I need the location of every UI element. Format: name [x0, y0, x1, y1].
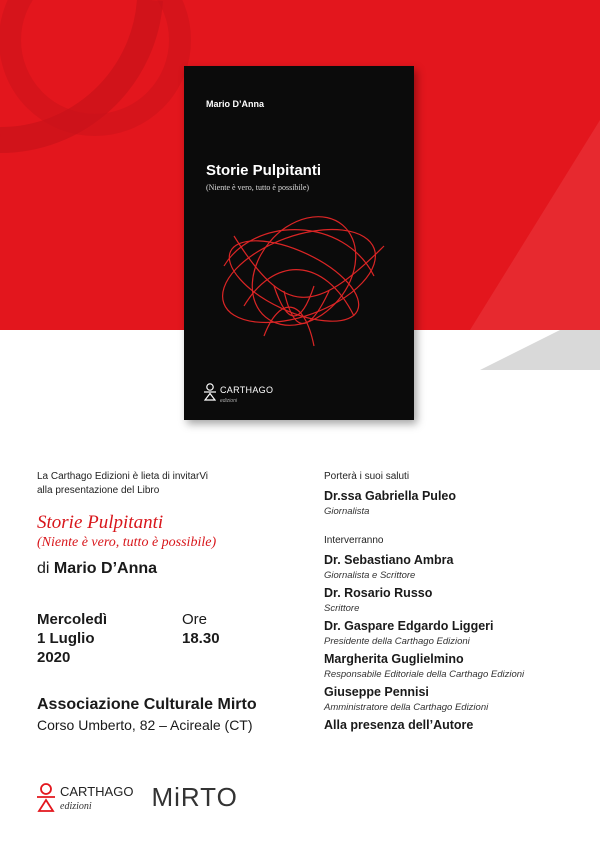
book-publisher-logo	[204, 380, 273, 404]
carthago-symbol-icon	[204, 383, 216, 401]
date-day: 1 Luglio	[37, 630, 95, 647]
invite-text	[37, 470, 297, 498]
by-name: Mario D’Anna	[53, 560, 158, 577]
venue-address: Corso Umberto, 82 – Acireale (CT)	[37, 717, 253, 733]
invite-line-1: La Carthago Edizioni è lieta di invitarVi	[37, 471, 209, 482]
carthago-logo	[37, 783, 133, 813]
book-author: Mario D’Anna	[206, 99, 265, 109]
greetings-name: Dr.ssa Gabriella Puleo	[324, 489, 457, 503]
event-details	[37, 470, 297, 733]
speaker-name: Dr. Sebastiano Ambra	[324, 553, 454, 567]
event-time	[182, 610, 220, 648]
event-author	[37, 560, 297, 578]
speakers-list	[324, 552, 584, 734]
author-presence: Alla presenza dell’Autore	[324, 718, 474, 732]
book-title: Storie Pulpitanti	[206, 162, 322, 179]
event-date	[37, 610, 107, 667]
by-prefix: di	[37, 560, 50, 577]
book-cover	[184, 66, 414, 420]
speaker-role: Amministratore della Carthago Edizioni	[324, 702, 489, 713]
speaker-role: Giornalista e Scrittore	[324, 570, 416, 581]
time-value: 18.30	[182, 630, 220, 647]
date-weekday: Mercoledì	[37, 611, 108, 628]
date-block	[37, 610, 297, 670]
mirto-logo: MiRTO	[151, 782, 238, 812]
time-label: Ore	[182, 611, 208, 628]
event-title: Storie Pulpitanti	[37, 512, 164, 533]
event-subtitle: (Niente è vero, tutto è possibile)	[37, 535, 217, 550]
book-publisher-name: CARTHAGO	[220, 385, 274, 395]
greetings-label: Porterà i suoi saluti	[324, 471, 410, 482]
speaker-role: Responsabile Editoriale della Carthago Edizioni	[324, 669, 525, 680]
carthago-sub: edizioni	[60, 801, 92, 812]
speaker-role: Scrittore	[324, 603, 360, 614]
light-swirl-art	[184, 196, 414, 376]
speakers-label: Interverranno	[324, 535, 384, 546]
venue-name: Associazione Culturale Mirto	[37, 696, 257, 713]
book-publisher-sub: edizioni	[220, 398, 237, 404]
speaker-name: Dr. Gaspare Edgardo Liggeri	[324, 619, 494, 633]
speaker-role: Presidente della Carthago Edizioni	[324, 636, 470, 647]
book-subtitle: (Niente è vero, tutto è possibile)	[206, 183, 310, 192]
speaker-name: Giuseppe Pennisi	[324, 685, 429, 699]
date-year: 2020	[37, 649, 71, 666]
speakers-column	[324, 470, 584, 734]
carthago-symbol-icon	[37, 783, 55, 813]
footer-logos	[37, 782, 238, 813]
speaker-name: Margherita Guglielmino	[324, 652, 464, 666]
invite-line-2: alla presentazione del Libro	[37, 485, 160, 496]
carthago-name: CARTHAGO	[60, 784, 134, 799]
speaker-name: Dr. Rosario Russo	[324, 586, 433, 600]
greetings-role: Giornalista	[324, 506, 370, 517]
